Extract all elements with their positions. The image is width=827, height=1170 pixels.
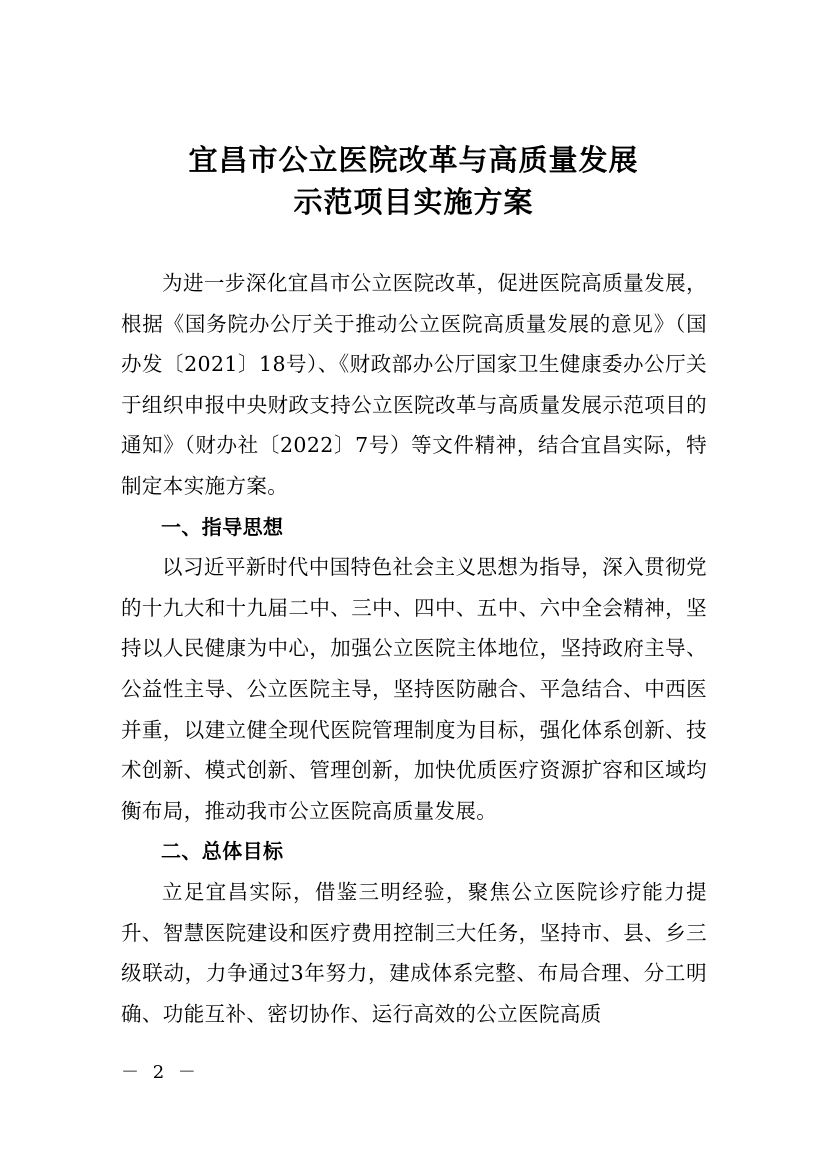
guiding-ideology-paragraph: 以习近平新时代中国特色社会主义思想为指导，深入贯彻党的十九大和十九届二中、三中、四中、五中、六中全会精神，坚持以人民健康为中心，加强公立医院主体地位，坚持政府主导、公益性主导、公立医院主导，坚持医防融合、平急结合、中西医并重，以建立健全现代医院管理制度为目标，强化体系创新、技术创新、模式创新、管理创新，加快优质医疗资源扩容和区域均衡布局，推动我市公立医院高质量发展。	[121, 555, 707, 823]
document-title-line-1: 宜昌市公立医院改革与高质量发展	[188, 143, 639, 177]
document-title-line-2: 示范项目实施方案	[293, 185, 534, 219]
overall-goal-paragraph: 立足宜昌实际，借鉴三明经验，聚焦公立医院诊疗能力提升、智慧医院建设和医疗费用控制三大任务，坚持市、县、乡三级联动，力争通过3年努力，建成体系完整、布局合理、分工明确、功能互补、密切协作、运行高效的公立医院高质	[121, 879, 707, 1026]
section-heading-guiding-ideology: 一、指导思想	[161, 514, 284, 539]
page-number: － 2 －	[121, 1062, 200, 1083]
document-body	[121, 263, 707, 1034]
section-heading-overall-goal: 二、总体目标	[161, 839, 284, 864]
intro-paragraph: 为进一步深化宜昌市公立医院改革，促进医院高质量发展，根据《国务院办公厅关于推动公立医院高质量发展的意见》（国办发〔2021〕18号）、《财政部办公厅国家卫生健康委办公厅关于组织申报中央财政支持公立医院改革与高质量发展示范项目的通知》（财办社〔2022〕7号）等文件精神，结合宜昌实际，特制定本实施方案。	[121, 271, 707, 498]
